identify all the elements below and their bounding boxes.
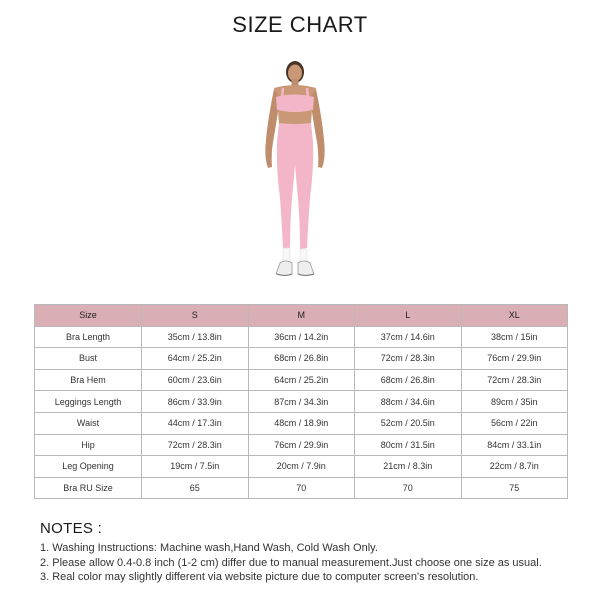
table-row: [35, 456, 568, 478]
table-cell: 68cm / 26.8in: [248, 348, 355, 370]
table-cell: 80cm / 31.5in: [355, 434, 462, 456]
table-cell: 70: [355, 477, 462, 499]
table-cell: 72cm / 28.3in: [142, 434, 249, 456]
table-cell: 72cm / 28.3in: [461, 369, 568, 391]
table-cell: 88cm / 34.6in: [355, 391, 462, 413]
table-cell: 36cm / 14.2in: [248, 326, 355, 348]
table-cell: 87cm / 34.3in: [248, 391, 355, 413]
table-cell: 19cm / 7.5in: [142, 456, 249, 478]
note-item: 2. Please allow 0.4-0.8 inch (1-2 cm) differ due to manual measurement.Just choose one size as usual.: [40, 556, 542, 569]
header-cell: L: [355, 305, 462, 327]
note-item: 3. Real color may slightly different via website picture due to computer screen's resolution.: [40, 571, 479, 583]
table-row: [35, 412, 568, 434]
table-cell: 86cm / 33.9in: [142, 391, 249, 413]
table-cell: 44cm / 17.3in: [142, 412, 249, 434]
table-cell: 76cm / 29.9in: [461, 348, 568, 370]
table-cell: 52cm / 20.5in: [355, 412, 462, 434]
row-label: Waist: [35, 412, 142, 434]
table-cell: 20cm / 7.9in: [248, 456, 355, 478]
table-header-row: [35, 305, 568, 327]
page-title: SIZE CHART: [232, 12, 368, 37]
table-cell: 76cm / 29.9in: [248, 434, 355, 456]
table-row: [35, 434, 568, 456]
table-row: [35, 477, 568, 499]
table-cell: 60cm / 23.6in: [142, 369, 249, 391]
table-cell: 65: [142, 477, 249, 499]
table-cell: 22cm / 8.7in: [461, 456, 568, 478]
note-item: 1. Washing Instructions: Machine wash,Hand Wash, Cold Wash Only.: [40, 542, 378, 554]
table-cell: 89cm / 35in: [461, 391, 568, 413]
model-photo: [230, 58, 360, 298]
table-cell: 56cm / 22in: [461, 412, 568, 434]
table-cell: 35cm / 13.8in: [142, 326, 249, 348]
header-cell: XL: [461, 305, 568, 327]
table-row: [35, 369, 568, 391]
header-cell: Size: [35, 305, 142, 327]
table-cell: 64cm / 25.2in: [142, 348, 249, 370]
table-cell: 70: [248, 477, 355, 499]
table-cell: 75: [461, 477, 568, 499]
notes-section: [40, 520, 590, 585]
row-label: Hip: [35, 434, 142, 456]
table-cell: 38cm / 15in: [461, 326, 568, 348]
table-row: [35, 348, 568, 370]
size-chart-table: [34, 304, 568, 499]
table-cell: 68cm / 26.8in: [355, 369, 462, 391]
row-label: Bra Length: [35, 326, 142, 348]
table-row: [35, 391, 568, 413]
header-cell: S: [142, 305, 249, 327]
row-label: Bust: [35, 348, 142, 370]
row-label: Bra RU Size: [35, 477, 142, 499]
row-label: Bra Hem: [35, 369, 142, 391]
table-row: [35, 326, 568, 348]
table-cell: 21cm / 8.3in: [355, 456, 462, 478]
header-cell: M: [248, 305, 355, 327]
notes-title: NOTES :: [40, 520, 103, 537]
table-cell: 72cm / 28.3in: [355, 348, 462, 370]
table-cell: 48cm / 18.9in: [248, 412, 355, 434]
table-cell: 64cm / 25.2in: [248, 369, 355, 391]
table-cell: 37cm / 14.6in: [355, 326, 462, 348]
row-label: Leg Opening: [35, 456, 142, 478]
row-label: Leggings Length: [35, 391, 142, 413]
table-cell: 84cm / 33.1in: [461, 434, 568, 456]
